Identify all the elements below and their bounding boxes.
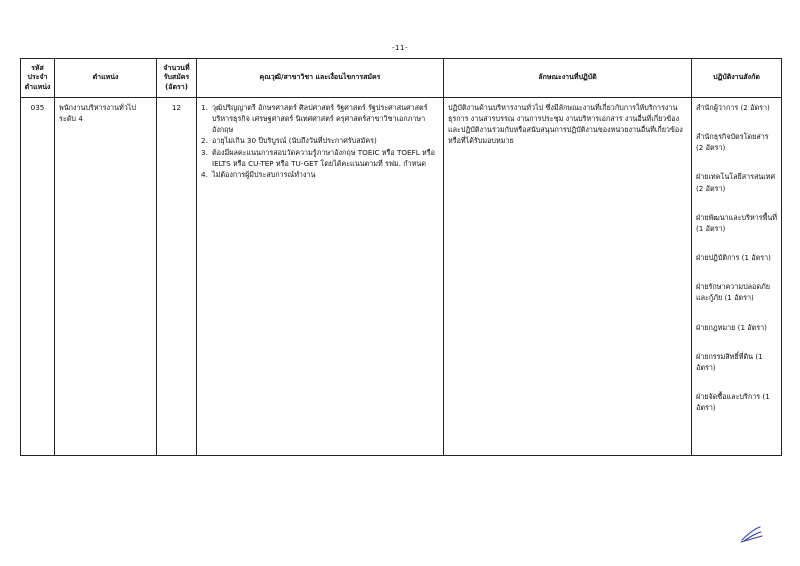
qualifications-list — [201, 102, 439, 180]
duties-cell: ปฏิบัติงานด้านบริหารงานทั่วไป ซึ่งมีลักษณะงานที่เกี่ยวกับการให้บริการงานธุรการ งานสารบรรณ งานการประชุม งานบริหารเอกสาร งานอื่นที่เกี่ยวข้อง และปฏิบัติงานร่วมกับหรือสนับสนุนการปฏิบัติงานของหน่วยงานอื่นที่เกี่ยวข้องหรือที่ได้รับมอบหมาย — [444, 98, 692, 456]
page-number: -11- — [392, 44, 408, 52]
header-position: ตำแหน่ง — [55, 59, 157, 98]
unit-item: สำนักธุรกิจบัตรโดยสาร (2 อัตรา) — [696, 132, 769, 153]
unit-item: ฝ่ายกฎหมาย (1 อัตรา) — [696, 322, 767, 332]
unit-item: ฝ่ายจัดซื้อและบริการ (1 อัตรา) — [696, 392, 770, 413]
qualification-item: 3. ต้องมีผลคะแนนการสอบวัดความรู้ภาษาอังกฤษ TOEIC หรือ TOEFL หรือ IELTS หรือ CU-TEP หรือ TU-GET โดยได้คะแนนตามที่ รฟม. กำหนด — [201, 147, 435, 168]
unit-item: สำนักผู้ว่าการ (2 อัตรา) — [696, 103, 770, 112]
signature-mark — [738, 524, 764, 544]
table-header-row — [21, 59, 782, 98]
unit-item: ฝ่ายพัฒนาและบริหารพื้นที่ (1 อัตรา) — [696, 212, 777, 233]
unit-item: ฝ่ายเทคโนโลยีสารสนเทศ (2 อัตรา) — [696, 172, 776, 193]
position-code: 035 — [21, 98, 55, 456]
header-duties: ลักษณะงานที่ปฏิบัติ — [444, 59, 692, 98]
position-title: พนักงานบริหารงานทั่วไป ระดับ 4 — [55, 98, 157, 456]
unit-item: ฝ่ายรักษาความปลอดภัยและกู้ภัย (1 อัตรา) — [696, 282, 770, 303]
units-cell — [692, 98, 782, 456]
position-count: 12 — [157, 98, 197, 456]
header-code: รหัส ประจำ ตำแหน่ง — [21, 59, 55, 98]
header-units: ปฏิบัติงานสังกัด — [692, 59, 782, 98]
unit-item: ฝ่ายกรรมสิทธิ์ที่ดิน (1 อัตรา) — [696, 351, 763, 372]
header-count: จำนวนที่ รับสมัคร (อัตรา) — [157, 59, 197, 98]
job-positions-table — [20, 58, 782, 456]
header-qualifications: คุณวุฒิ/สาขาวิชา และเงื่อนไขการสมัคร — [197, 59, 444, 98]
unit-item: ฝ่ายปฏิบัติการ (1 อัตรา) — [696, 253, 771, 263]
qualification-item: 1. วุฒิปริญญาตรี อักษรศาสตร์ ศิลปศาสตร์ รัฐศาสตร์ รัฐประศาสนศาสตร์ บริหารธุรกิจ เศรษฐศาสตร์ นิเทศศาสตร์ ครุศาสตร์สาขาวิชาเอกภาษาอังกฤษ — [201, 103, 428, 135]
qualification-item: 2. อายุไม่เกิน 30 ปีบริบูรณ์ (นับถึงวันที่ประกาศรับสมัคร) — [201, 136, 377, 146]
table-row — [21, 98, 782, 456]
qualifications-cell — [197, 98, 444, 456]
qualification-item: 4. ไม่ต้องการผู้มีประสบการณ์ทำงาน — [201, 169, 316, 179]
